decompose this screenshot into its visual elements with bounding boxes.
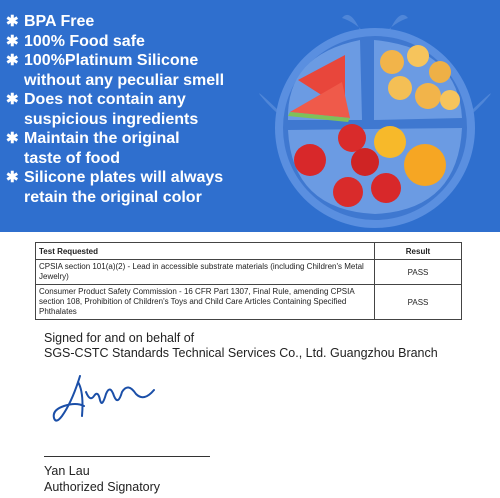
signed-line-2: SGS-CSTC Standards Technical Services Co., Ltd. Guangzhou Branch bbox=[44, 346, 438, 360]
star-bullet-icon: ✱ bbox=[6, 130, 19, 147]
feature-item: ✱ BPA Free bbox=[6, 13, 95, 30]
product-banner bbox=[0, 0, 500, 232]
test-results-table bbox=[35, 242, 462, 320]
signatory-title: Authorized Signatory bbox=[44, 480, 161, 494]
nugget bbox=[380, 50, 404, 74]
nugget bbox=[429, 61, 451, 83]
table-row bbox=[36, 285, 462, 320]
star-bullet-icon: ✱ bbox=[6, 13, 19, 30]
feature-item: ✱ Maintain the original taste of food bbox=[6, 130, 180, 167]
result-cell: PASS bbox=[375, 260, 462, 285]
column-header-result: Result bbox=[375, 243, 462, 260]
signed-line-1: Signed for and on behalf of bbox=[44, 331, 195, 345]
signatory-name: Yan Lau bbox=[44, 464, 90, 478]
test-cell: CPSIA section 101(a)(2) - Lead in accessible substrate materials (including Children's Metal Jewelry) bbox=[36, 260, 375, 285]
feature-item: ✱ Silicone plates will always retain the original color bbox=[6, 169, 224, 206]
result-cell: PASS bbox=[375, 285, 462, 320]
test-cell: Consumer Product Safety Commission - 16 CFR Part 1307, Final Rule, amending CPSIA section 108, Prohibition of Children's Toys and Child Care Articles Containing Specified Phthalates bbox=[36, 285, 375, 320]
nugget bbox=[415, 83, 441, 109]
star-bullet-icon: ✱ bbox=[6, 169, 19, 186]
nugget bbox=[407, 45, 429, 67]
tomato bbox=[338, 124, 366, 152]
star-bullet-icon: ✱ bbox=[6, 52, 19, 69]
column-header-test: Test Requested bbox=[36, 243, 375, 260]
signature-line bbox=[44, 456, 210, 457]
signed-on-behalf bbox=[44, 331, 438, 361]
whale-plate-illustration bbox=[250, 0, 500, 232]
feature-item: ✱ 100% Food safe bbox=[6, 32, 145, 50]
orange bbox=[374, 126, 406, 158]
handwritten-signature bbox=[50, 372, 160, 427]
tomato bbox=[294, 144, 326, 176]
star-bullet-icon: ✱ bbox=[6, 32, 19, 50]
tomato bbox=[351, 148, 379, 176]
nugget bbox=[388, 76, 412, 100]
test-certificate bbox=[0, 232, 500, 498]
nugget bbox=[440, 90, 460, 110]
signatory-block bbox=[44, 463, 160, 495]
tomato bbox=[333, 177, 363, 207]
plate-photo bbox=[250, 0, 500, 232]
orange bbox=[404, 144, 446, 186]
star-bullet-icon: ✱ bbox=[6, 91, 19, 108]
tomato bbox=[371, 173, 401, 203]
feature-item: ✱ Does not contain any suspicious ingredients bbox=[6, 91, 199, 128]
table-row bbox=[36, 260, 462, 285]
table-header-row bbox=[36, 243, 462, 260]
feature-item: ✱ 100%Platinum Silicone without any peculiar smell bbox=[6, 52, 225, 89]
feature-list bbox=[6, 12, 224, 207]
